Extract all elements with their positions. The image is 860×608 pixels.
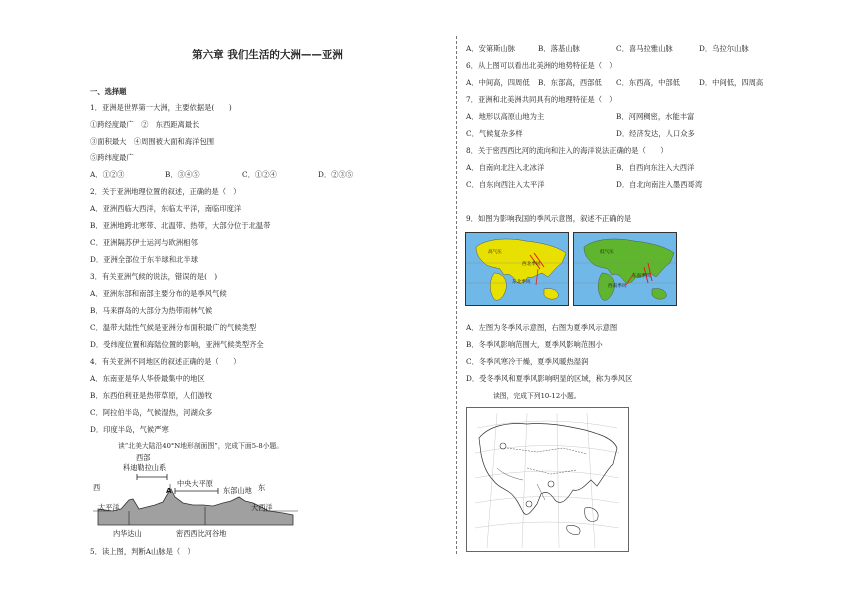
q9-option-b: B．冬季风影响范围大，夏季风影响范围小: [466, 340, 603, 349]
q3-option-a: A．亚洲东部和南部主要分布的是季风气候: [90, 289, 227, 298]
label-eastern-hills: 东部山地: [223, 486, 252, 495]
q9-option-d: D．受冬季风和夏季风影响明显的区域，称为季风区: [466, 374, 633, 383]
q1-item: ⑤跨纬度最广: [90, 153, 134, 162]
q1-option-d: D．②③⑤: [318, 170, 354, 179]
label-nevada: 内华达山: [113, 529, 142, 538]
monsoon-maps: [465, 232, 679, 306]
reading-instruction-2: 读图，完成下列10-12小题。: [493, 392, 581, 400]
question-8: 8．关于密西西比河的流向和注入的海洋说法正确的是（ ）: [466, 146, 668, 155]
q4-option-c: C．阿拉伯半岛，气候湿热，河湖众多: [90, 408, 213, 417]
q5-option-b: B．落基山脉: [538, 44, 580, 53]
question-9: 9．如图为影响我国的季风示意图，叙述不正确的是: [466, 214, 632, 223]
q4-option-b: B．东西伯利亚是热带草原，人们游牧: [90, 391, 213, 400]
q3-option-d: D．受纬度位置和海陆位置的影响，亚洲气候类型齐全: [90, 340, 264, 349]
label-central-plain: 中央大平原: [177, 479, 213, 488]
question-6: 6．从上图可以看出北美洲的地势特征是（ ）: [466, 61, 617, 70]
label-northeast-monsoon: 东北季风: [512, 280, 531, 285]
page-title: 第六章 我们生活的大洲——亚洲: [192, 49, 343, 61]
label-southeast-monsoon: 东南季风: [632, 274, 651, 279]
label-west-part: 西部: [136, 453, 151, 462]
region-outline-map: [466, 407, 629, 552]
label-west: 西: [93, 483, 101, 492]
q1-item: ③面积最大 ④周围被大面和海洋包围: [90, 137, 215, 146]
q2-option-a: A．亚洲西临大西洋，东临太平洋，南临印度洋: [90, 204, 242, 213]
q6-option-a: A．中间高，四周低: [466, 78, 530, 87]
q7-option-a: A．地形以高原山地为主: [466, 112, 545, 121]
q8-option-a: A．自南向北注入北冰洋: [466, 163, 545, 172]
question-4: 4．有关亚洲不同地区的叙述正确的是（ ）: [90, 357, 241, 366]
label-pacific: 太平洋: [98, 503, 120, 512]
question-5: 5．读上图，判断A山脉是（ ）: [90, 547, 195, 556]
q3-option-b: B．马来群岛的大部分为热带雨林气候: [90, 306, 213, 315]
q5-option-a: A．安第斯山脉: [466, 44, 516, 53]
q4-option-d: D．印度半岛，气候严寒: [90, 425, 169, 434]
q8-option-b: B．自西向东注入大西洋: [616, 163, 695, 172]
q1-item: ①跨经度最广 ② 东西距离最长: [90, 120, 200, 129]
q9-option-c: C．冬季风寒冷干燥，夏季风暖热湿润: [466, 357, 589, 366]
label-atlantic: 大西洋: [251, 503, 273, 512]
question-1: 1．亚洲是世界第一大洲，主要依据是( ): [90, 103, 232, 112]
label-cordillera: 科迪勒拉山系: [123, 463, 167, 472]
q4-option-a: A．东南亚是华人华侨最集中的地区: [90, 374, 205, 383]
summer-monsoon-map: [573, 232, 677, 306]
label-northwest-monsoon: 西北季风: [522, 262, 541, 267]
q6-option-b: B．东部高，西部低: [538, 78, 602, 87]
section-heading: 一、选择题: [90, 87, 127, 96]
q8-option-c: C．自东向西注入太平洋: [466, 180, 545, 189]
q2-option-c: C．亚洲隔苏伊士运河与欧洲相邻: [90, 238, 198, 247]
label-point-a: A: [166, 486, 172, 495]
column-divider: [456, 36, 457, 554]
label-high-pressure: 高气压: [488, 250, 502, 255]
north-america-profile-diagram: [93, 453, 298, 541]
q3-option-c: C．温带大陆性气候是亚洲分布面积最广的气候类型: [90, 323, 257, 332]
q1-option-b: B．③④⑤: [165, 170, 200, 179]
label-southwest-monsoon: 西南季风: [608, 284, 627, 289]
q5-option-d: D．乌拉尔山脉: [699, 44, 749, 53]
q6-option-c: C．东西高，中部低: [616, 78, 680, 87]
label-east: 东: [258, 483, 266, 492]
q8-option-d: D．自北向南注入墨西哥湾: [616, 180, 703, 189]
q7-option-d: D．经济发达，人口众多: [616, 129, 695, 138]
q9-option-a: A．左图为冬季风示意图，右图为夏季风示意图: [466, 323, 618, 332]
q7-option-b: B．河网稠密，水能丰富: [616, 112, 695, 121]
q2-option-d: D．亚洲全部位于东半球和北半球: [90, 255, 199, 264]
q5-option-c: C．喜马拉雅山脉: [616, 44, 673, 53]
label-low-pressure: 低气压: [600, 250, 614, 255]
q2-option-b: B．亚洲地跨北寒带、北温带、热带，大部分位于北温带: [90, 221, 271, 230]
q6-option-d: D．中间低，四周高: [699, 78, 764, 87]
question-7: 7．亚洲和北美洲共同具有的地理特征是（ ）: [466, 95, 617, 104]
q7-option-c: C．气候复杂多样: [466, 129, 523, 138]
question-2: 2．关于亚洲地理位置的叙述，正确的是（ ）: [90, 187, 241, 196]
q1-option-a: A．①②③: [90, 170, 125, 179]
q1-option-c: C．①②④: [242, 170, 277, 179]
label-mississippi-valley: 密西西比河谷地: [176, 529, 227, 538]
winter-monsoon-map: [465, 232, 569, 306]
reading-instruction: 读“北美大陆沿40°N地形剖面图”，完成下面5-8小题。: [118, 442, 284, 450]
question-3: 3．有关亚洲气候的说法，错误的是( ): [90, 272, 218, 281]
